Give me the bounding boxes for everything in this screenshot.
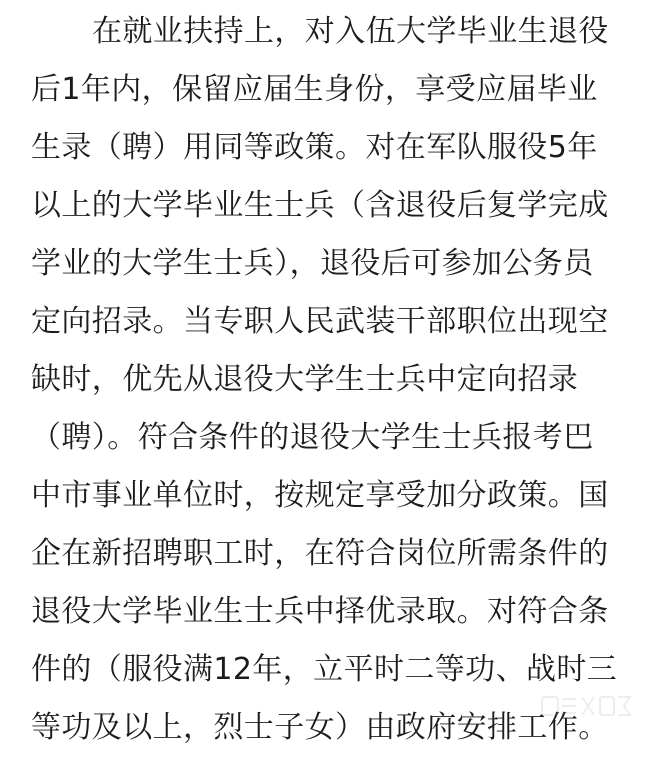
paragraph-line: 以上的大学毕业生士兵（含退役后复学完成 [31,188,609,223]
watermark-logo-icon [540,691,632,721]
paragraph-line: 中市事业单位时，按规定享受加分政策。国 [31,478,609,513]
paragraph-line: （聘）。符合条件的退役大学生士兵报考巴 [31,420,594,455]
paragraph-line: 学业的大学生士兵），退役后可参加公务员 [31,246,594,281]
article-paragraph [31,3,641,757]
paragraph-line: 在就业扶持上，对入伍大学毕业生退役 [92,14,609,49]
watermark-logo [540,691,632,721]
paragraph-line: 等功及以上，烈士子女）由政府安排工作。 [31,710,609,745]
paragraph-line: 件的（服役满12年，立平时二等功、战时三 [31,652,618,687]
paragraph-line: 退役大学毕业生士兵中择优录取。对符合条 [31,594,609,629]
paragraph-line: 生录（聘）用同等政策。对在军队服役5年 [31,130,598,165]
paragraph-line: 后1年内，保留应届生身份，享受应届毕业 [31,72,598,107]
paragraph-line: 定向招录。当专职人民武装干部职位出现空 [31,304,609,339]
paragraph-line: 缺时，优先从退役大学生士兵中定向招录 [31,362,579,397]
paragraph-line: 企在新招聘职工时，在符合岗位所需条件的 [31,536,609,571]
